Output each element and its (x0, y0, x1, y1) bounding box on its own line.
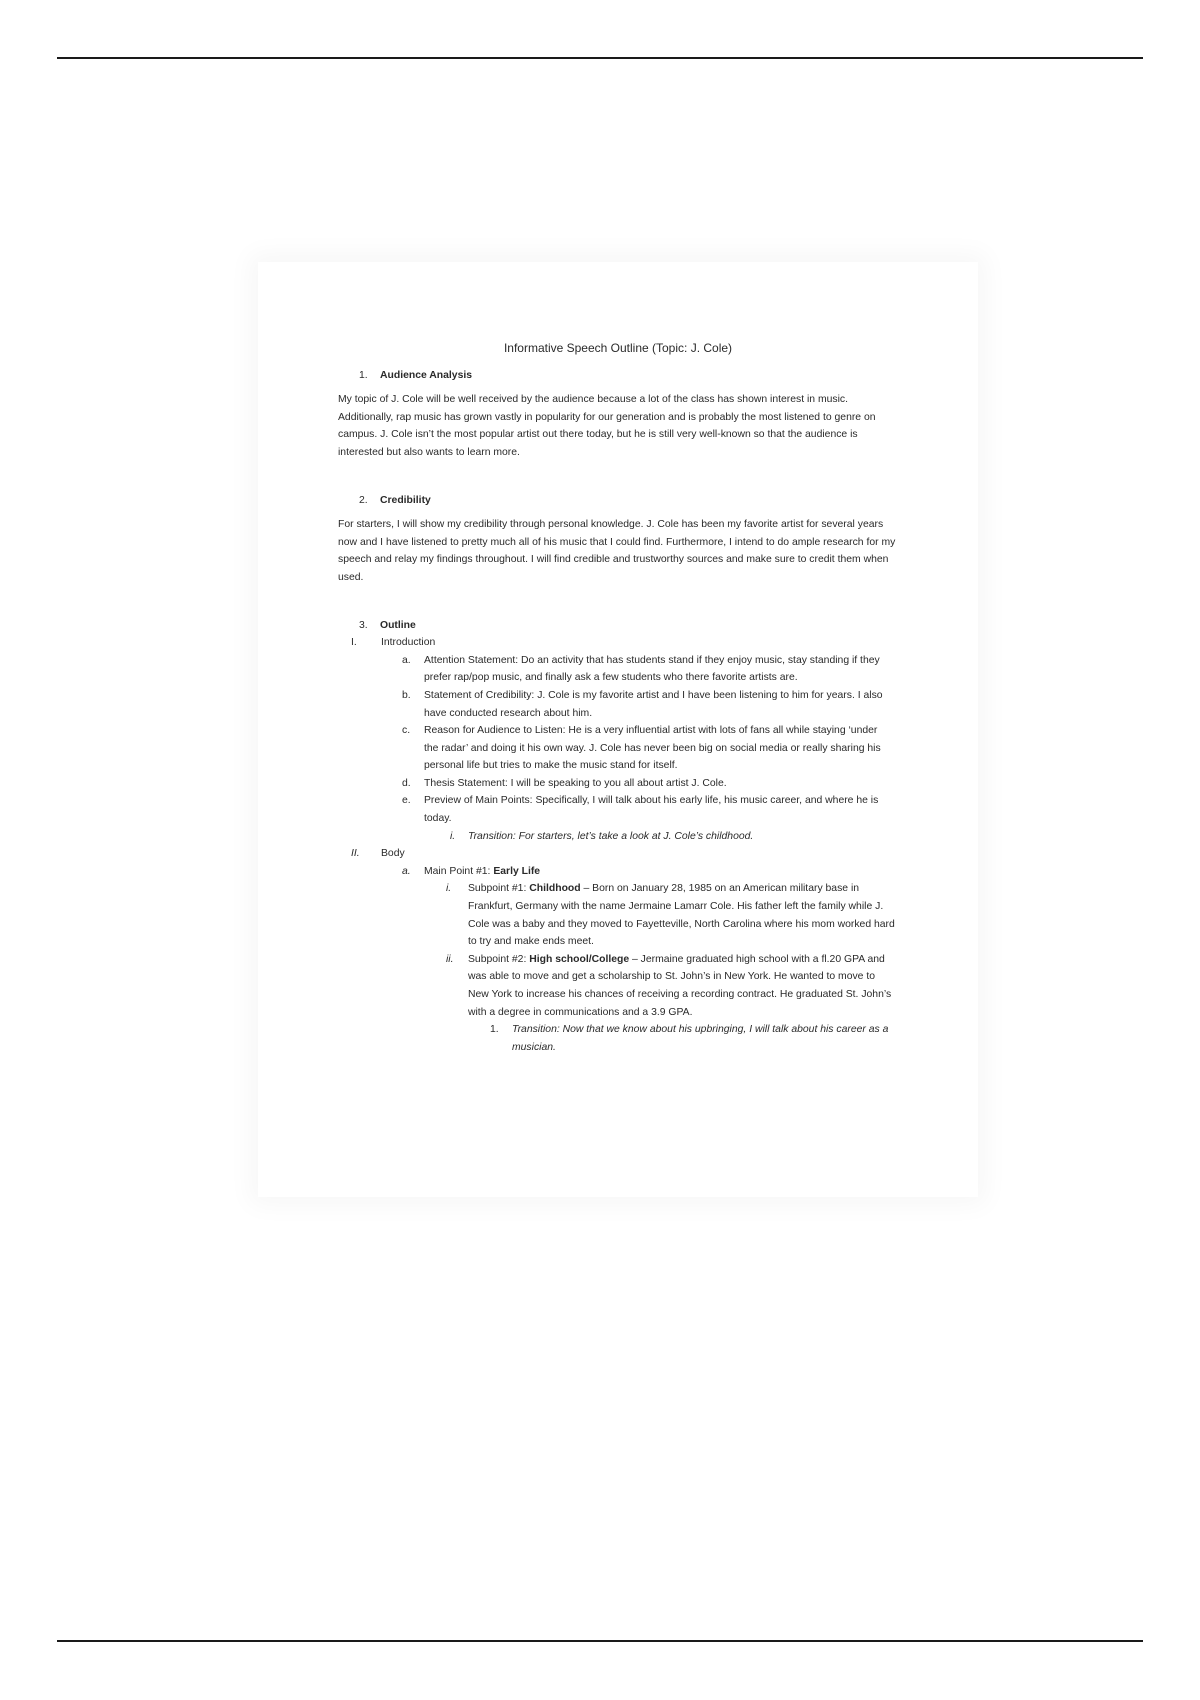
subpoint-1: i. Subpoint #1: Childhood – Born on January 28, 1985 on an American military base in Frankfurt, Germany with the name Jermaine Lamarr Cole. His father left the family while J. Cole was a baby and they moved to Fayetteville, North Carolina where his mom worked hard to try and make ends meet. (446, 883, 895, 948)
list-item: b. Statement of Credibility: J. Cole is my favorite artist and I have been listening to him for years. I also have conducted research about him. (402, 689, 883, 719)
credibility-paragraph: For starters, I will show my credibility through personal knowledge. J. Cole has been my favorite artist for several years now and I have listened to pretty much all of his music that I could find. Furthermore, I intend to do ample research for my speech and relay my findings throughout. I will find credible and trustworthy sources and make sure to credit them when used. (338, 519, 896, 583)
top-rule (57, 57, 1143, 59)
outline-introduction: I. Introduction (351, 637, 436, 649)
section-credibility-heading: 2. Credibility (359, 494, 431, 506)
bottom-rule (57, 1640, 1143, 1642)
subpoint-2: ii. Subpoint #2: High school/College – Jermaine graduated high school with a fl.20 GPA and was able to move and get a scholarship to St. John’s in New York. He wanted to move to New York to increase his chances of receiving a recording contract. He graduated St. John’s with a degree in communications and a 3.9 GPA. (446, 953, 892, 1018)
section-outline-heading: 3. Outline (359, 619, 416, 631)
section-audience-analysis-heading: 1. Audience Analysis (359, 369, 473, 381)
outline-body: II. Body (351, 848, 405, 860)
list-item: a. Attention Statement: Do an activity that has students stand if they enjoy music, stay standing if they prefer rap/pop music, and finally ask a few students who there favorite artists are. (402, 654, 880, 684)
list-item: e. Preview of Main Points: Specifically, I will talk about his early life, his music career, and where he is today. (402, 795, 879, 825)
document-content (338, 340, 898, 1056)
audience-analysis-paragraph: My topic of J. Cole will be well received by the audience because a lot of the class has shown interest in music. Additionally, rap music has grown vastly in popularity for our generation and is probably the most listened to genre on campus. J. Cole isn’t the most popular artist out there today, but he is still very well-known so that the audience is interested but also wants to learn more. (338, 394, 876, 458)
list-item: d. Thesis Statement: I will be speaking to you all about artist J. Cole. (402, 777, 727, 789)
document-title: Informative Speech Outline (Topic: J. Cole) (503, 341, 733, 355)
main-point-1: a. Main Point #1: Early Life (402, 865, 541, 877)
intro-transition: i. Transition: For starters, let’s take a look at J. Cole’s childhood. (450, 830, 754, 842)
list-item: c. Reason for Audience to Listen: He is a very influential artist with lots of fans all while staying ‘under the radar’ and doing it his own way. J. Cole has never been big on social media or really sharing his personal life but tries to make the music stand for itself. (402, 725, 881, 772)
body-transition: 1. Transition: Now that we know about his upbringing, I will talk about his career as a musician. (490, 1024, 889, 1053)
